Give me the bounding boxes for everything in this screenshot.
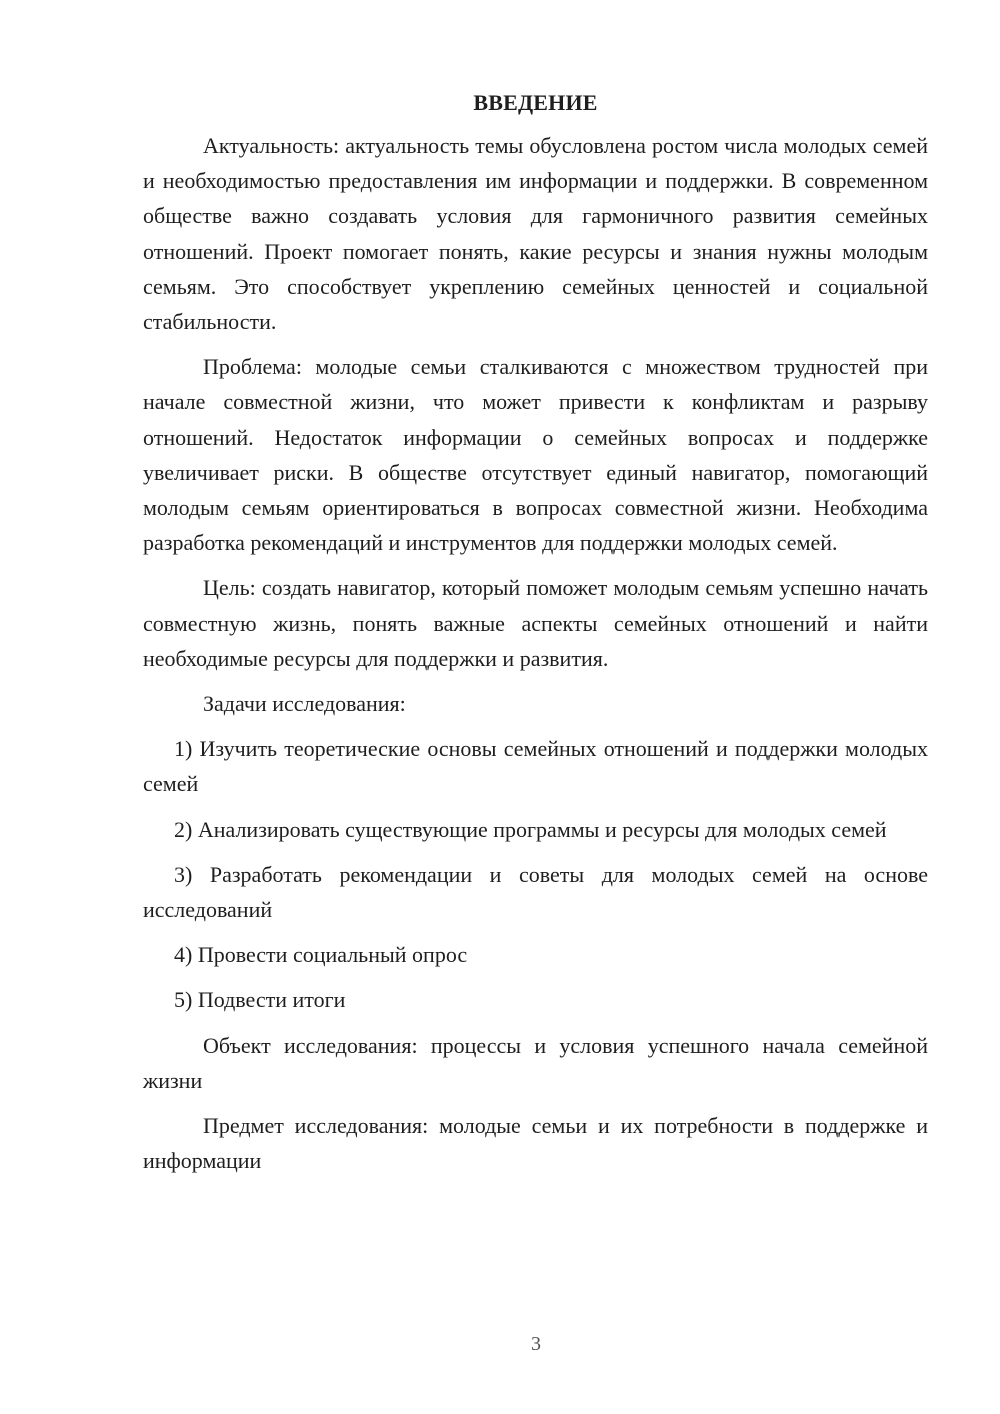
task-item: 5) Подвести итоги <box>174 987 346 1013</box>
page-title: ВВЕДЕНИЕ <box>473 90 598 115</box>
task-item: 1) Изучить теоретические основы семейных отношений и поддержки молодых семей <box>143 736 928 797</box>
page-number: 3 <box>531 1333 541 1355</box>
paragraph-problem: Проблема: молодые семьи сталкиваются с множеством трудностей при начале совместной жизни, что может привести к конфликтам и разрыву отношений. Недостаток информации о семейных вопросах и поддержке увеличивает риски. В обществе отсутствует единый навигатор, помогающий молодым семьям ориентироваться в вопросах совместной жизни. Необходима разработка рекомендаций и инструментов для поддержки молодых семей. <box>143 354 928 556</box>
task-item: 4) Провести социальный опрос <box>174 942 468 968</box>
document-page <box>143 88 928 1188</box>
paragraph-goal: Цель: создать навигатор, который поможет молодым семьям успешно начать совместную жизнь, понять важные аспекты семейных отношений и найти необходимые ресурсы для поддержки и развития. <box>143 575 928 671</box>
tasks-heading: Задачи исследования: <box>203 691 406 717</box>
task-item: 3) Разработать рекомендации и советы для молодых семей на основе исследований <box>143 861 928 923</box>
paragraph-object: Объект исследования: процессы и условия успешного начала семейной жизни <box>143 1032 928 1093</box>
paragraph-relevance: Актуальность: актуальность темы обусловлена ростом числа молодых семей и необходимостью предоставления им информации и поддержки. В современном обществе важно создавать условия для гармоничного развития семейных отношений. Проект помогает понять, какие ресурсы и знания нужны молодым семьям. Это способствует укреплению семейных ценностей и социальной стабильности. <box>143 133 928 335</box>
paragraph-subject: Предмет исследования: молодые семьи и их потребности в поддержке и информации <box>143 1113 928 1174</box>
task-item: 2) Анализировать существующие программы и ресурсы для молодых семей <box>174 816 887 842</box>
